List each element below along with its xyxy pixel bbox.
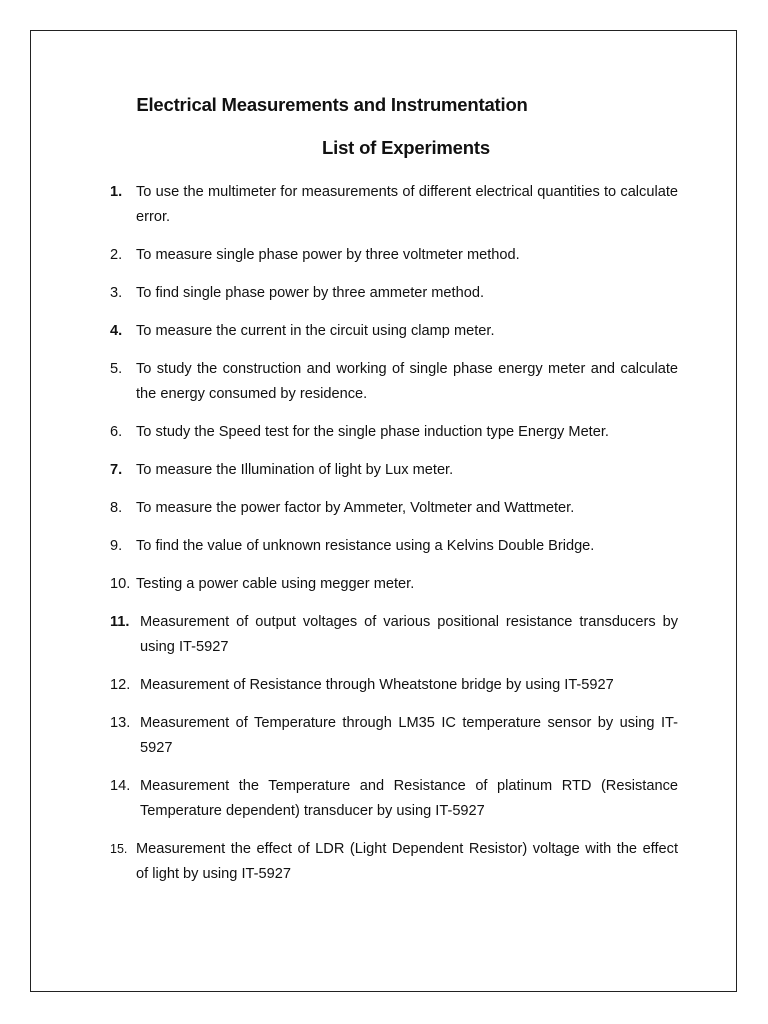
item-text: Testing a power cable using megger meter. xyxy=(136,576,415,592)
item-number: 6. xyxy=(110,424,123,440)
list-item xyxy=(110,572,678,597)
list-item xyxy=(110,711,678,761)
document-title: Electrical Measurements and Instrumentation xyxy=(136,94,528,115)
item-text: To study the construction and working of single phase energy meter and calculate the energy consumed by residence. xyxy=(136,361,678,402)
item-number: 13. xyxy=(110,715,131,731)
list-item xyxy=(110,496,678,521)
item-number: 2. xyxy=(110,247,123,263)
item-number: 7. xyxy=(110,462,123,478)
item-number: 14. xyxy=(110,778,131,794)
item-text: Measurement the effect of LDR (Light Dependent Resistor) voltage with the effect of light by using IT-5927 xyxy=(136,841,678,882)
item-text: Measurement of output voltages of various positional resistance transducers by using IT-5927 xyxy=(140,614,678,655)
item-text: To study the Speed test for the single phase induction type Energy Meter. xyxy=(136,424,609,440)
item-number: 3. xyxy=(110,285,123,301)
list-item xyxy=(110,837,678,887)
item-text: To find the value of unknown resistance using a Kelvins Double Bridge. xyxy=(136,538,595,554)
list-item xyxy=(110,458,678,483)
list-item xyxy=(110,281,678,306)
item-number: 1. xyxy=(110,184,123,200)
list-item xyxy=(110,774,678,824)
item-text: To measure the current in the circuit using clamp meter. xyxy=(136,323,495,339)
item-text: Measurement of Temperature through LM35 IC temperature sensor by using IT-5927 xyxy=(140,715,678,756)
item-number: 4. xyxy=(110,323,123,339)
item-number: 9. xyxy=(110,538,123,554)
item-text: To measure single phase power by three voltmeter method. xyxy=(136,247,520,263)
list-item xyxy=(110,357,678,407)
item-text: To measure the power factor by Ammeter, Voltmeter and Wattmeter. xyxy=(136,500,575,516)
experiment-list xyxy=(110,180,678,900)
item-number: 8. xyxy=(110,500,123,516)
list-item xyxy=(110,243,678,268)
item-text: To measure the Illumination of light by Lux meter. xyxy=(136,462,454,478)
list-item xyxy=(110,420,678,445)
item-number: 15. xyxy=(110,842,128,856)
item-text: To use the multimeter for measurements of different electrical quantities to calculate error. xyxy=(136,184,678,225)
item-number: 5. xyxy=(110,361,123,377)
item-number: 10. xyxy=(110,576,131,592)
item-text: To find single phase power by three ammeter method. xyxy=(136,285,485,301)
list-item xyxy=(110,673,678,698)
document-subtitle: List of Experiments xyxy=(322,137,490,158)
list-item xyxy=(110,610,678,660)
list-item xyxy=(110,319,678,344)
list-item xyxy=(110,534,678,559)
list-item xyxy=(110,180,678,230)
item-number: 12. xyxy=(110,677,131,693)
item-number: 11. xyxy=(110,614,130,630)
item-text: Measurement of Resistance through Wheatstone bridge by using IT-5927 xyxy=(140,677,614,693)
item-text: Measurement the Temperature and Resistance of platinum RTD (Resistance Temperature dependent) transducer by using IT-5927 xyxy=(140,778,678,819)
